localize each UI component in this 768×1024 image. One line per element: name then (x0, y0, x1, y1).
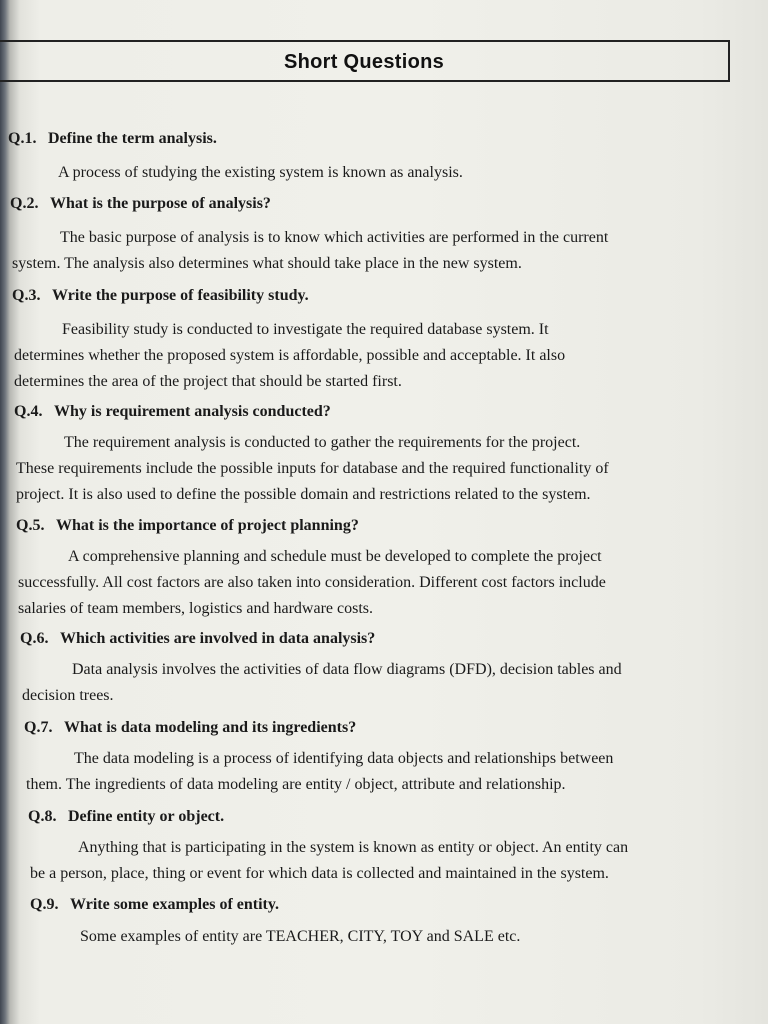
section-title-box (0, 40, 730, 82)
answer-line: successfully. All cost factors are also taken into consideration. Different cost factors include (18, 574, 606, 591)
answer-text (22, 657, 622, 709)
answer-line: A comprehensive planning and schedule must be developed to complete the project (68, 548, 602, 565)
question-heading (10, 195, 271, 213)
answer-text (18, 544, 606, 622)
question-heading (24, 719, 356, 737)
question-number: Q.5. (16, 517, 45, 534)
question-text: Define the term analysis. (48, 130, 217, 147)
answer-text (12, 225, 608, 277)
answer-line: decision trees. (22, 687, 114, 704)
answer-line: The basic purpose of analysis is to know which activities are performed in the current (60, 229, 609, 246)
answer-line: determines the area of the project that should be started first. (14, 373, 402, 390)
question-text: Write some examples of entity. (70, 896, 279, 913)
question-number: Q.2. (10, 195, 39, 212)
answer-line: A process of studying the existing system is known as analysis. (58, 164, 463, 181)
question-text: Write the purpose of feasibility study. (52, 287, 309, 304)
answer-text (14, 317, 565, 395)
question-number: Q.1. (8, 130, 37, 147)
question-number: Q.4. (14, 403, 43, 420)
answer-line: The data modeling is a process of identifying data objects and relationships between (74, 750, 614, 767)
answer-line: them. The ingredients of data modeling are entity / object, attribute and relationship. (26, 776, 566, 793)
answer-text (30, 835, 628, 887)
question-heading (28, 808, 224, 826)
question-heading (12, 287, 309, 305)
question-number: Q.8. (28, 808, 57, 825)
question-text: Why is requirement analysis conducted? (54, 403, 331, 420)
answer-line: be a person, place, thing or event for which data is collected and maintained in the system. (30, 865, 609, 882)
question-number: Q.6. (20, 630, 49, 647)
question-text: Which activities are involved in data analysis? (60, 630, 376, 647)
answer-line: system. The analysis also determines what should take place in the new system. (12, 255, 522, 272)
answer-line: salaries of team members, logistics and hardware costs. (18, 600, 373, 617)
question-number: Q.7. (24, 719, 53, 736)
question-heading (8, 130, 217, 148)
answer-line: The requirement analysis is conducted to gather the requirements for the project. (64, 434, 581, 451)
answer-line: Feasibility study is conducted to investigate the required database system. It (62, 321, 549, 338)
question-heading (14, 403, 331, 421)
question-text: What is data modeling and its ingredients? (64, 719, 357, 736)
question-text: Define entity or object. (68, 808, 225, 825)
question-heading (16, 517, 359, 535)
question-text: What is the importance of project planning? (56, 517, 359, 534)
question-heading (20, 630, 375, 648)
answer-line: determines whether the proposed system is affordable, possible and acceptable. It also (14, 347, 566, 364)
question-heading (30, 896, 279, 914)
answer-text (16, 430, 609, 508)
question-number: Q.9. (30, 896, 59, 913)
answer-line: project. It is also used to define the possible domain and restrictions related to the system. (16, 486, 591, 503)
answer-line: These requirements include the possible inputs for database and the required functionality of (16, 460, 609, 477)
answer-text (32, 924, 520, 950)
answer-text (8, 160, 463, 186)
answer-line: Anything that is participating in the system is known as entity or object. An entity can (78, 839, 629, 856)
answer-text (26, 746, 613, 798)
question-text: What is the purpose of analysis? (50, 195, 271, 212)
question-number: Q.3. (12, 287, 41, 304)
section-title: Short Questions (283, 51, 445, 73)
answer-line: Data analysis involves the activities of data flow diagrams (DFD), decision tables and (72, 661, 622, 678)
answer-line: Some examples of entity are TEACHER, CITY, TOY and SALE etc. (80, 928, 521, 945)
